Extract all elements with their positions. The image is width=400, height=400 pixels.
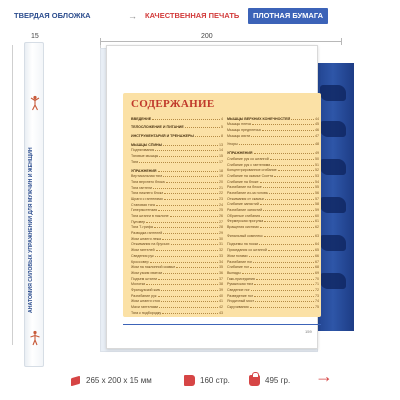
page-number: 159 <box>305 329 312 334</box>
toc-leader-dots <box>150 262 218 263</box>
toc-page-number: 57 <box>315 196 319 201</box>
page-rule <box>123 324 321 325</box>
toc-entry-title: Мышцы плеча <box>227 122 251 127</box>
toc-leader-dots <box>263 187 314 188</box>
toc-leader-dots <box>166 182 218 183</box>
toc-leader-dots <box>155 256 218 257</box>
toc-page-number: 60 <box>315 213 319 218</box>
toc-entry-title: Разгибание запястий <box>227 208 263 212</box>
spine-title: АНАТОМИЯ СИЛОВЫХ УПРАЖНЕНИЙ ДЛЯ МУЖЧИН И ЖЕНЩИН <box>28 147 34 313</box>
toc-leader-dots <box>260 227 314 228</box>
toc-leader-dots <box>264 221 314 222</box>
toc-leader-dots <box>158 171 219 172</box>
toc-column-left <box>131 115 223 315</box>
toc-entry-title: Молотки <box>131 282 146 287</box>
toc-entry-title: Махи гантелями <box>131 305 159 309</box>
toc-entry-title: Ягодичный мост <box>227 299 255 304</box>
toc-leader-dots <box>291 119 314 120</box>
toc-entry-title: Сгибание на скамье Скотта <box>227 173 274 178</box>
toc-leader-dots <box>260 204 314 205</box>
toc-page-number: 52 <box>315 168 319 173</box>
spec-weight-value: 495 гр. <box>265 376 291 385</box>
toc-leader-dots <box>271 165 314 166</box>
toc-entry-title: Подъем штанги <box>131 276 158 281</box>
arrow-icon: → <box>128 11 137 21</box>
toc-entry-title: Выпады <box>227 270 241 275</box>
toc-page-number: 44 <box>315 116 319 121</box>
toc-leader-dots <box>252 124 314 125</box>
spec-size-value: 265 x 200 x 15 мм <box>86 376 152 385</box>
toc-page-number: 26 <box>219 214 223 218</box>
toc-title: СОДЕРЖАНИЕ <box>131 98 215 110</box>
toc-leader-dots <box>164 193 218 194</box>
toc-entry-title: Мышцы кисти <box>227 133 251 138</box>
toc-page-number: 58 <box>315 202 319 207</box>
toc-page-number: 23 <box>219 196 223 201</box>
toc-leader-dots <box>260 182 314 183</box>
toc-page-number: 65 <box>315 248 319 253</box>
toc-leader-dots <box>185 127 220 128</box>
book-width-label: 200 <box>201 33 213 40</box>
toc-page-number: 47 <box>315 133 319 138</box>
toc-page-number: 37 <box>219 276 223 281</box>
toc-entry-title: Разгибание рук <box>131 293 157 298</box>
toc-entry-title: Сгибание рук со штангой <box>227 156 269 161</box>
toc-entry-title: Упоры <box>227 142 238 147</box>
toc-entry-title: Пуловер <box>131 219 146 224</box>
toc-leader-dots <box>161 301 218 302</box>
toc-entry-title: Отжимания от скамьи <box>227 196 264 201</box>
toc-page-number: 18 <box>219 168 223 173</box>
toc-page-number: 24 <box>219 202 223 207</box>
toc-leader-dots <box>155 150 218 151</box>
spine-width-label: 15 <box>31 33 39 40</box>
toc-leader-dots <box>171 244 218 245</box>
toc-leader-dots <box>163 273 218 274</box>
toc-entry-title: Сгибание рук с гантелями <box>227 162 271 167</box>
toc-page-number: 33 <box>219 253 223 258</box>
print-quality-tag: КАЧЕСТВЕННАЯ ПЕЧАТЬ <box>145 11 240 20</box>
dimension-guide-line <box>12 45 13 345</box>
toc-leader-dots <box>161 290 218 291</box>
width-dimension-line <box>100 41 342 42</box>
toc-leader-dots <box>159 156 218 157</box>
toc-leader-dots <box>250 307 314 308</box>
toc-page-number: 41 <box>219 299 223 304</box>
athlete-figure-icon <box>29 95 41 111</box>
toc-leader-dots <box>154 227 218 228</box>
toc-entry-title: Сгибание ног <box>227 265 250 270</box>
toc-entry-title: Разгибание из-за головы <box>227 190 269 195</box>
toc-entry-title: Мышцы предплечья <box>227 128 261 133</box>
toc-entry-title: Кроссовер <box>131 259 149 264</box>
toc-leader-dots <box>278 170 314 171</box>
toc-entry-title: Тяга нижнего блока <box>131 191 164 196</box>
toc-entry-title: Разгибание на блоке <box>227 185 262 190</box>
toc-entry-title: Тяга верхнего блока <box>131 179 165 184</box>
spec-size <box>70 375 152 386</box>
weight-icon <box>249 375 260 386</box>
toc-page-number: 19 <box>219 174 223 179</box>
toc-page-number: 20 <box>219 179 223 184</box>
dense-paper-tag: ПЛОТНАЯ БУМАГА <box>248 8 328 24</box>
toc-page-number: 54 <box>315 179 319 184</box>
toc-entry-title: Подъемы на носки <box>227 242 259 247</box>
toc-page-number: 75 <box>315 305 319 309</box>
hardcover-tag: ТВЕРДАЯ ОБЛОЖКА <box>14 11 91 20</box>
toc-entry-title: Сведение ног <box>227 287 250 292</box>
toc-entry-title: Разведение ног <box>227 293 254 298</box>
toc-leader-dots <box>163 233 218 234</box>
toc-entry-title: Сведения рук <box>131 253 154 258</box>
toc-page-number: 49 <box>315 151 319 156</box>
toc-page-number: 36 <box>219 270 223 275</box>
toc-page-number: 55 <box>315 185 319 190</box>
toc-page-number: 39 <box>219 287 223 292</box>
toc-page-number: 8 <box>221 134 223 139</box>
toc-page-number: 74 <box>315 299 319 304</box>
toc-leader-dots <box>249 256 315 257</box>
toc-entry-row <box>131 309 223 315</box>
toc-entry-title: УПРАЖНЕНИЯ <box>227 151 253 156</box>
toc-page-number: 22 <box>219 191 223 196</box>
toc-leader-dots <box>253 262 314 263</box>
toc-leader-dots <box>146 222 218 223</box>
toc-page-number: 56 <box>315 190 319 195</box>
toc-entry-title: Тяга к подбородку <box>131 310 162 315</box>
toc-page-number: 48 <box>315 142 319 147</box>
toc-leader-dots <box>261 216 314 217</box>
feature-tags <box>0 8 400 24</box>
toc-entry-title: УПРАЖНЕНИЯ <box>131 168 157 173</box>
book-icon <box>184 375 195 386</box>
toc-entry-title: Отжимания на брусьях <box>131 242 170 247</box>
toc-entry-title: Тяга гантели <box>131 185 152 190</box>
toc-leader-dots <box>162 239 218 240</box>
toc-leader-dots <box>262 130 314 131</box>
toc-page-number: 35 <box>219 265 223 270</box>
toc-page-number: 32 <box>219 248 223 253</box>
toc-entry-title: Жим на наклонной скамье <box>131 265 176 270</box>
spec-pages <box>184 375 230 386</box>
toc-leader-dots <box>163 176 218 177</box>
toc-entry-title: Тяги <box>131 159 139 164</box>
toc-entry-title: МЫШЦЫ ВЕРХНИХ КОНЕЧНОСТЕЙ <box>227 116 291 121</box>
toc-entry-title: Разводка гантелей <box>131 231 163 236</box>
toc-page-number: 62 <box>315 225 319 230</box>
toc-page-number: 46 <box>315 128 319 133</box>
toc-leader-dots <box>158 279 218 280</box>
toc-leader-dots <box>251 290 314 291</box>
toc-page-number: 28 <box>219 225 223 230</box>
toc-entry-title: ВВЕДЕНИЕ <box>131 116 152 121</box>
toc-leader-dots <box>158 210 218 211</box>
toc-page-number: 21 <box>219 185 223 190</box>
toc-page-number: 14 <box>219 148 223 153</box>
toc-page-number: 50 <box>315 156 319 161</box>
toc-entry-title: ИНСТРУМЕНТАРИЙ И ТРЕНАЖЕРЫ <box>131 134 194 139</box>
toc-entry-title: Вертикальная тяга <box>131 174 163 179</box>
athlete-figure-icon <box>29 330 41 346</box>
toc-leader-dots <box>176 267 218 268</box>
toc-page-number: 5 <box>221 125 223 130</box>
toc-entry-title: Приседания со штангой <box>227 248 267 253</box>
toc-page-number: 51 <box>315 162 319 167</box>
toc-entry-title: Жим узким хватом <box>131 270 162 275</box>
toc-entry-title: Жим штанги лежа <box>131 236 162 241</box>
toc-leader-dots <box>264 236 314 237</box>
toc-leader-dots <box>270 159 314 160</box>
toc-entry-title: Тяговые мышцы <box>131 154 159 159</box>
toc-leader-dots <box>162 313 218 314</box>
toc-page-number: 27 <box>219 219 223 224</box>
toc-entry-title: Румынская тяга <box>227 282 254 287</box>
toc-leader-dots <box>239 144 314 145</box>
toc-entry-title: Жим гантелей <box>131 248 155 253</box>
toc-entry-title: Обратные сгибания <box>227 213 261 218</box>
toc-leader-dots <box>254 296 314 297</box>
toc-leader-dots <box>251 136 314 137</box>
toc-page-number: 29 <box>219 231 223 236</box>
toc-leader-dots <box>256 279 314 280</box>
toc-entry-title: Жим штанги стоя <box>131 299 160 304</box>
toc-leader-dots <box>265 199 314 200</box>
toc-leader-dots <box>158 296 219 297</box>
toc-page-number: 17 <box>219 159 223 164</box>
toc-page-number: 68 <box>315 265 319 270</box>
toc-page-number: 53 <box>315 173 319 178</box>
toc-leader-dots <box>263 210 314 211</box>
toc-page-number: 70 <box>315 276 319 281</box>
toc-entry-title: Сгибание запястий <box>227 202 259 207</box>
toc-page-number: 63 <box>315 233 319 238</box>
next-arrow-icon[interactable]: → <box>315 366 333 386</box>
contents-page <box>106 45 318 349</box>
box-icon <box>70 375 81 386</box>
toc-leader-dots <box>259 244 314 245</box>
toc-leader-dots <box>164 199 218 200</box>
toc-page-number: 64 <box>315 242 319 247</box>
toc-entry-title: Жим ногами <box>227 253 248 258</box>
toc-entry-title: Гиперэкстензия <box>131 208 158 213</box>
toc-entry-title: Концентрированное сгибание <box>227 168 277 173</box>
toc-leader-dots <box>170 216 218 217</box>
toc-page-number: 40 <box>219 293 223 298</box>
toc-leader-dots <box>255 301 314 302</box>
toc-page-number: 43 <box>219 310 223 315</box>
toc-entry-title: Вращения кистями <box>227 225 259 230</box>
toc-leader-dots <box>195 136 220 137</box>
spec-pages-value: 160 стр. <box>200 376 230 385</box>
toc-page-number: 45 <box>315 122 319 127</box>
toc-page-number: 13 <box>219 142 223 147</box>
toc-page-number: 69 <box>315 270 319 275</box>
toc-entry-title: Подтягивания <box>131 148 155 153</box>
toc-leader-dots <box>159 307 218 308</box>
toc-leader-dots <box>163 145 218 146</box>
toc-leader-dots <box>274 176 314 177</box>
toc-leader-dots <box>250 267 314 268</box>
toc-page-number: 73 <box>315 293 319 298</box>
toc-page-number: 61 <box>315 219 319 224</box>
toc-page-number: 66 <box>315 253 319 258</box>
toc-leader-dots <box>153 188 218 189</box>
toc-page-number: 71 <box>315 282 319 287</box>
toc-page-number: 30 <box>219 236 223 241</box>
toc-entry-title: Сгибание на блоке <box>227 179 259 184</box>
toc-page-number: 67 <box>315 259 319 264</box>
toc-leader-dots <box>156 205 218 206</box>
toc-column-right <box>227 115 319 309</box>
toc-leader-dots <box>242 273 314 274</box>
toc-entry-title: Становая тяга <box>131 202 155 207</box>
toc-page-number: 38 <box>219 282 223 287</box>
toc-page-number: 15 <box>219 154 223 159</box>
toc-page-number: 25 <box>219 208 223 213</box>
book-spine <box>24 42 44 367</box>
toc-entry-title: Тяга Т-грифа <box>131 225 153 230</box>
toc-panel <box>123 93 321 317</box>
toc-entry-title: Финальный комплекс <box>227 233 263 238</box>
toc-entry-title: Тяга штанги в наклоне <box>131 214 169 218</box>
toc-page-number: 72 <box>315 287 319 292</box>
toc-entry-title: Фермерская прогулка <box>227 219 264 224</box>
toc-leader-dots <box>268 250 314 251</box>
toc-entry-title: Разгибание ног <box>227 259 253 264</box>
toc-leader-dots <box>254 153 315 154</box>
toc-entry-title: Шраги с гантелями <box>131 196 163 201</box>
toc-page-number: 31 <box>219 242 223 247</box>
toc-leader-dots <box>156 250 218 251</box>
toc-leader-dots <box>152 119 220 120</box>
toc-page-number: 59 <box>315 208 319 212</box>
toc-page-number: 4 <box>221 116 223 121</box>
toc-entry-title: Французский жим <box>131 287 161 292</box>
spec-weight <box>249 375 290 386</box>
toc-entry-title: Скручивания <box>227 305 249 309</box>
toc-page-number: 42 <box>219 305 223 309</box>
toc-leader-dots <box>146 284 218 285</box>
toc-page-number: 34 <box>219 259 223 264</box>
toc-leader-dots <box>139 162 218 163</box>
toc-entry-title: ТЕЛОСЛОЖЕНИЕ И ПИТАНИЕ <box>131 125 184 130</box>
toc-entry-title: Гакк-приседания <box>227 276 255 281</box>
toc-entry-title: МЫШЦЫ СПИНЫ <box>131 142 163 147</box>
book-preview <box>100 45 354 349</box>
toc-leader-dots <box>254 284 314 285</box>
toc-entry-row <box>227 303 319 309</box>
toc-leader-dots <box>269 193 314 194</box>
